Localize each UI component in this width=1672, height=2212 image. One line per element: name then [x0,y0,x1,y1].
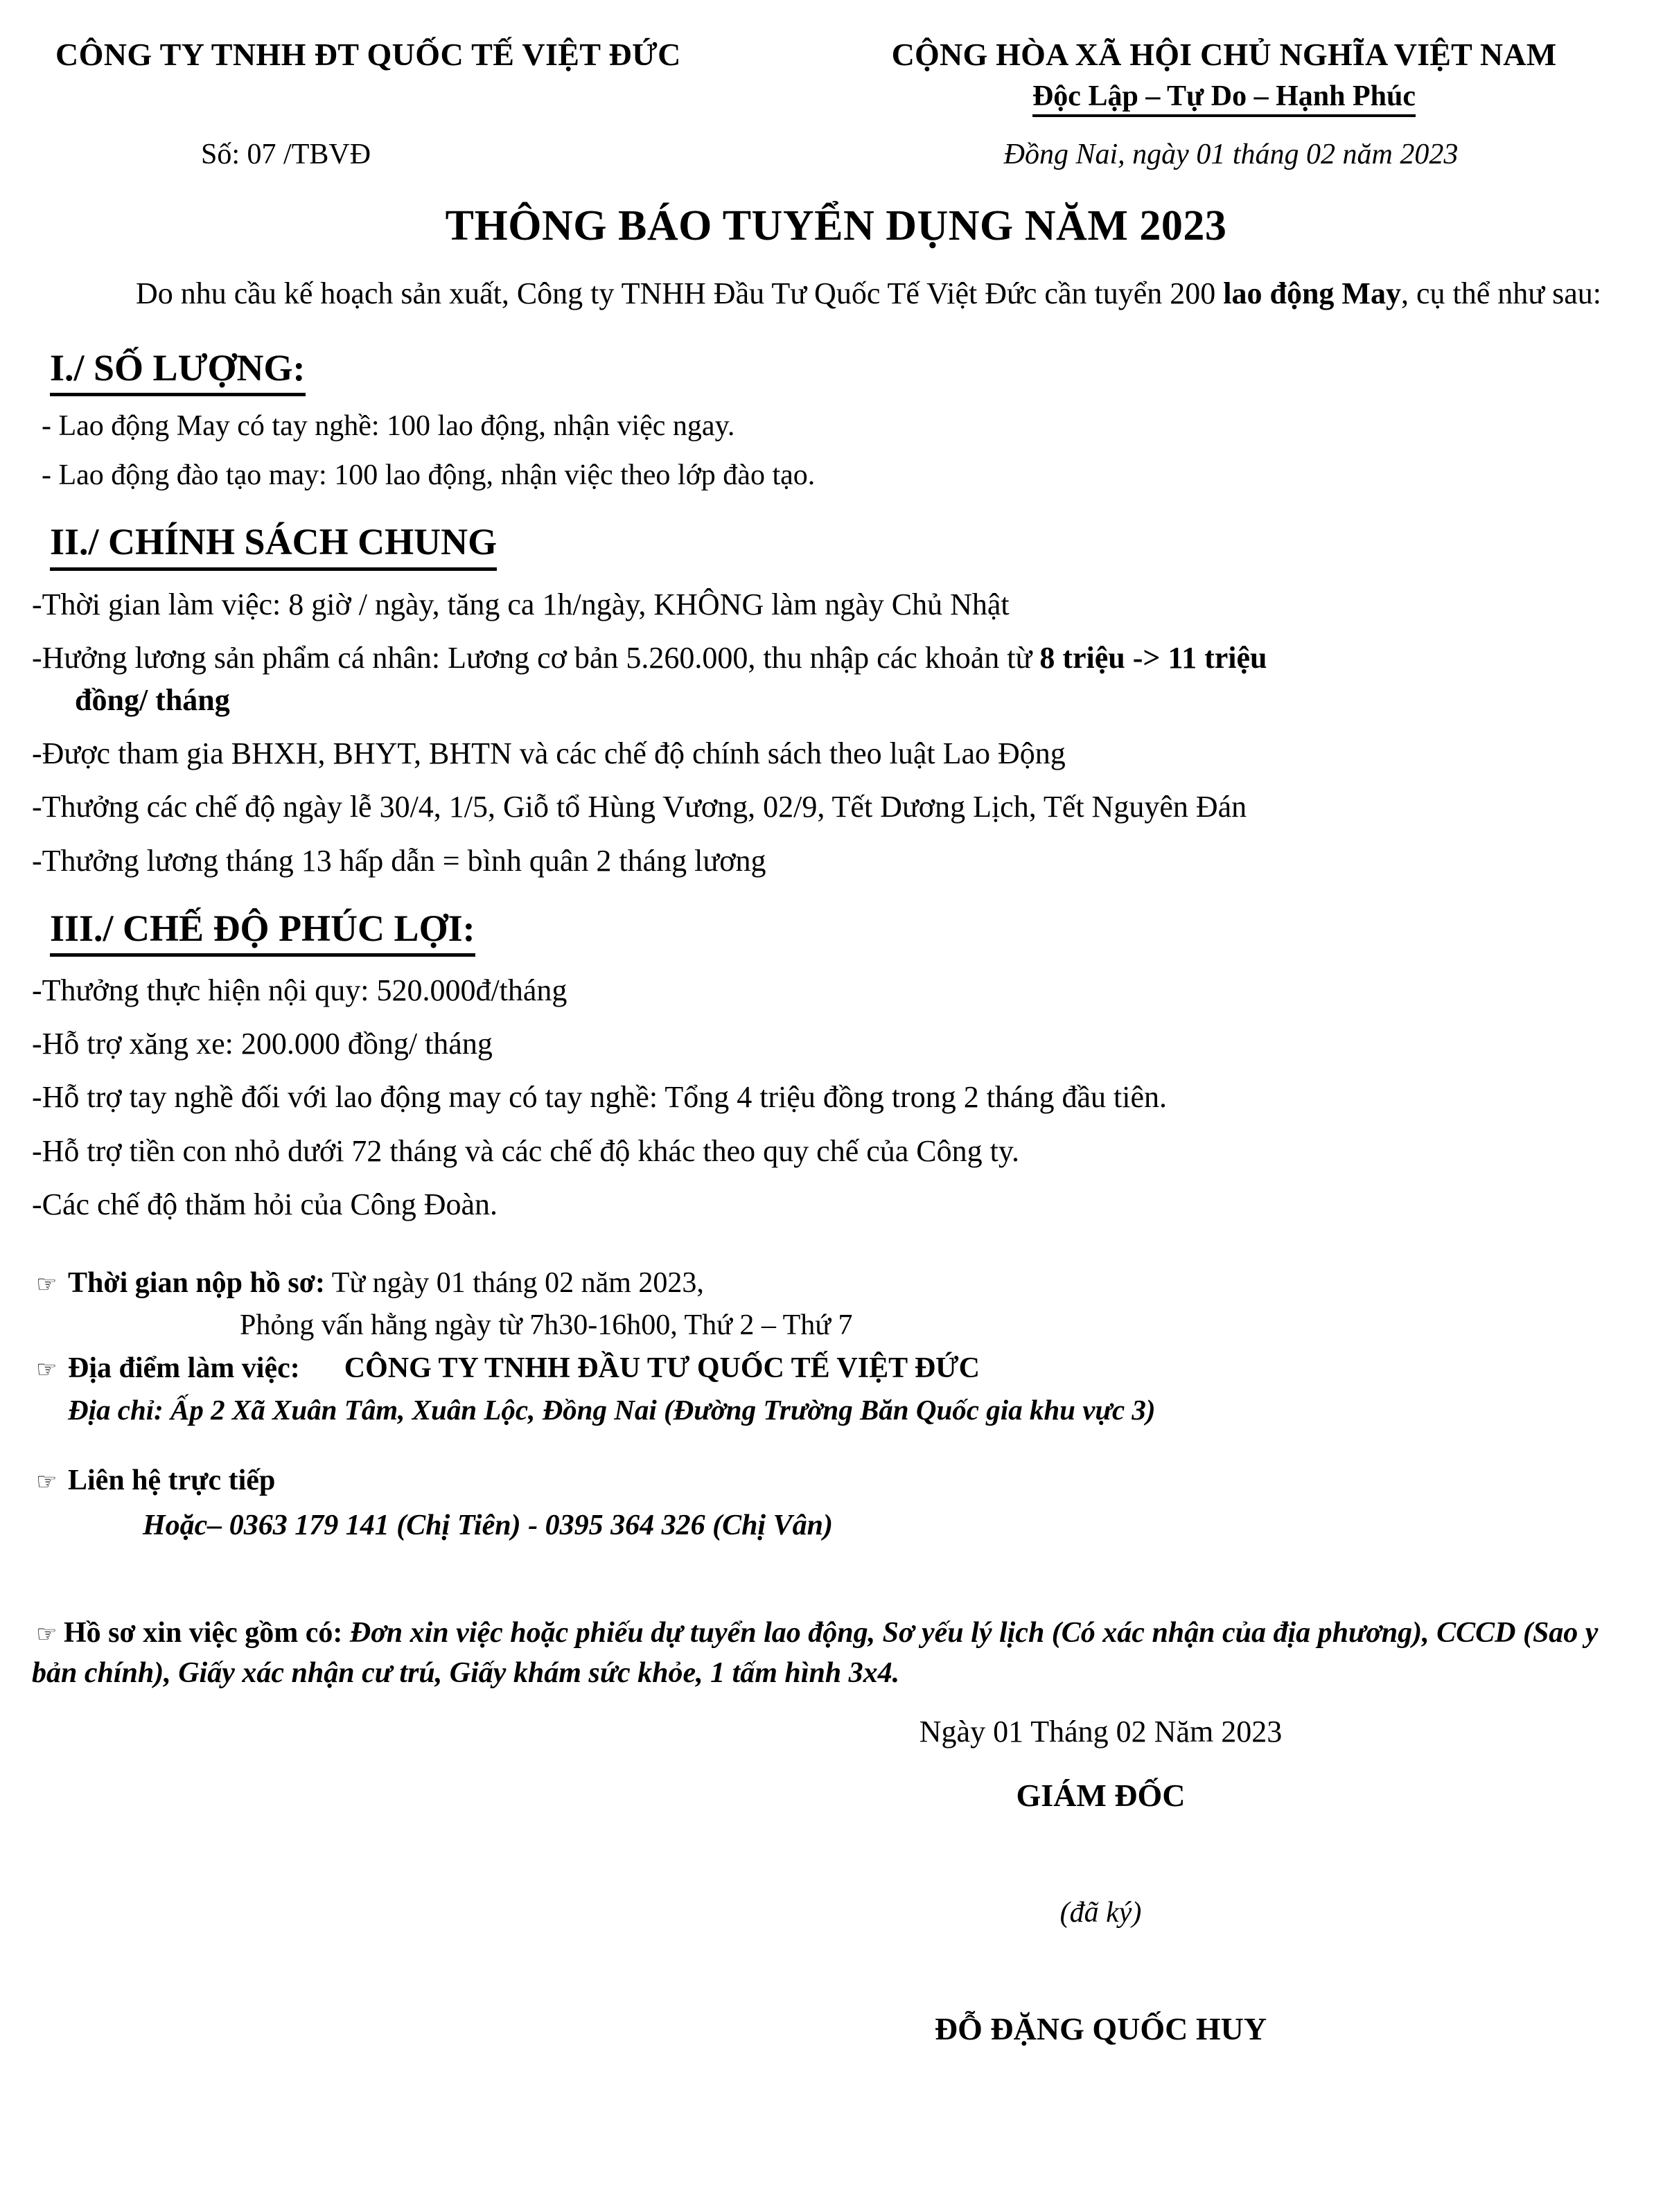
intro-text-part2: , cụ thể như sau: [1400,276,1601,311]
section-3-item: -Hỗ trợ tiền con nhỏ dưới 72 tháng và các chế độ khác theo quy chế của Công ty. [32,1133,1019,1168]
pointing-hand-icon: ☞ [36,1357,58,1383]
section-1-heading [50,344,1629,396]
document-number: Số: 07 /TBVĐ [201,139,371,171]
signature-name: ĐỖ ĐẶNG QUỐC HUY [934,2010,1267,2046]
national-motto: Độc Lập – Tự Do – Hạnh Phúc [1032,80,1416,117]
intro-text-bold: lao động May [1223,276,1401,311]
pointing-hand-icon: ☞ [36,1469,58,1495]
workplace-label: Địa điểm làm việc: [68,1352,300,1385]
interview-hours-text: Phỏng vấn hằng ngày từ 7h30-16h00, Thứ 2 – Thứ 7 [240,1309,853,1341]
submission-time-line [32,1264,1629,1302]
required-documents-value: Đơn xin việc hoặc phiếu dự tuyển lao động, Sơ yếu lý lịch (Có xác nhận của địa phương), CCCD (Sao y bản chính), Giấy xác nhận cư trú, Giấy khám sức khỏe, 1 tấm hình 3x4. [32,1617,1599,1690]
section-1-item: - Lao động May có tay nghề: 100 lao động, nhận việc ngay. [42,410,735,443]
signature-role: GIÁM ĐỐC [1016,1778,1186,1814]
pointer-list [32,1264,1629,1694]
section-3-item: -Hỗ trợ xăng xe: 200.000 đồng/ tháng [32,1027,493,1061]
required-documents-block [32,1613,1629,1694]
workplace-line [32,1350,1629,1388]
spacer [32,1544,1629,1582]
signature-inner [789,1712,1413,2049]
submission-time-label: Thời gian nộp hồ sơ: [68,1266,325,1299]
submission-time-text [68,1264,1629,1302]
document-body [0,272,1672,2049]
contact-phone-numbers: Hoặc– 0363 179 141 (Chị Tiên) - 0395 364 326 (Chị Vân) [143,1509,833,1541]
workplace-company-value: CÔNG TY TNHH ĐẦU TƯ QUỐC TẾ VIỆT ĐỨC [344,1352,980,1385]
section-2-heading [50,517,1629,570]
section-2-item: -Thời gian làm việc: 8 giờ / ngày, tăng ca 1h/ngày, KHÔNG làm ngày Chủ Nhật [32,587,1010,621]
document-date: Đồng Nai, ngày 01 tháng 02 năm 2023 [1003,139,1459,171]
company-name: CÔNG TY TNHH ĐT QUỐC TẾ VIỆT ĐỨC [55,37,681,72]
section-3-heading-text: III./ CHẾ ĐỘ PHÚC LỢI: [50,904,475,957]
contact-label: Liên hệ trực tiếp [68,1464,276,1496]
intro-paragraph [32,272,1629,316]
submission-time-value: Từ ngày 01 tháng 02 năm 2023, [325,1266,704,1299]
required-documents-label: Hồ sơ xin việc gồm có: [64,1617,343,1649]
workplace-text [68,1350,1629,1388]
workplace-address: Địa chỉ: Ấp 2 Xã Xuân Tâm, Xuân Lộc, Đồng Nai (Đường Trường Băn Quốc gia khu vực 3) [68,1393,1156,1426]
pointing-hand-icon: ☞ [36,1271,58,1298]
salary-unit-bold: đồng/ tháng [75,683,230,718]
national-title: CỘNG HÒA XÃ HỘI CHỦ NGHĨA VIỆT NAM [891,37,1557,72]
contact-line [32,1462,1629,1500]
section-2-heading-text: II./ CHÍNH SÁCH CHUNG [50,517,497,570]
document-meta-row [0,117,1672,171]
header-right-block [818,36,1630,117]
section-3-item: -Thưởng thực hiện nội quy: 520.000đ/tháng [32,973,567,1007]
pointing-hand-icon: ☞ [36,1622,58,1648]
signature-signed-note: (đã ký) [1059,1897,1142,1929]
section-3-heading [50,904,1629,957]
salary-range-bold: 8 triệu -> 11 triệu [1039,640,1267,675]
header-left-block [42,36,818,73]
section-3-item: -Hỗ trợ tay nghề đối với lao động may có tay nghề: Tổng 4 triệu đồng trong 2 tháng đầu tiên. [32,1080,1167,1115]
contact-text [68,1462,1629,1500]
signature-block [32,1712,1629,2049]
section-1-heading-text: I./ SỐ LƯỢNG: [50,344,306,396]
signature-date: Ngày 01 Tháng 02 Năm 2023 [919,1715,1283,1749]
section-2-item: -Được tham gia BHXH, BHYT, BHTN và các chế độ chính sách theo luật Lao Động [32,736,1066,771]
section-2-salary-item [32,638,1629,678]
intro-text-part1: Do nhu cầu kế hoạch sản xuất, Công ty TNHH Đầu Tư Quốc Tế Việt Đức cần tuyển 200 [136,276,1224,311]
document-header [0,0,1672,117]
salary-text-pre: -Hưởng lương sản phẩm cá nhân: Lương cơ bản 5.260.000, thu nhập các khoản từ [32,640,1040,675]
section-2-item: -Thưởng các chế độ ngày lễ 30/4, 1/5, Giỗ tổ Hùng Vương, 02/9, Tết Dương Lịch, Tết Nguyên Đán [32,790,1247,824]
page-title: THÔNG BÁO TUYỂN DỤNG NĂM 2023 [445,202,1227,250]
spacer [32,1428,1629,1456]
section-1-item: - Lao động đào tạo may: 100 lao động, nhận việc theo lớp đào tạo. [42,459,816,491]
section-2-item: -Thưởng lương tháng 13 hấp dẫn = bình quân 2 tháng lương [32,843,766,878]
section-3-item: -Các chế độ thăm hỏi của Công Đoàn. [32,1187,498,1221]
